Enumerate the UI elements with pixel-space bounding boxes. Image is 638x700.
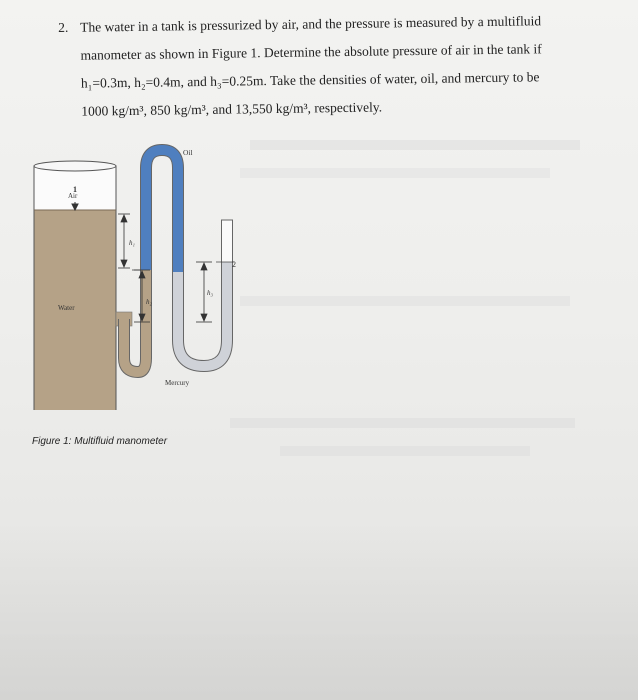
water-fill xyxy=(35,210,116,410)
figure-caption: Figure 1: Multifluid manometer xyxy=(32,436,168,447)
show-through-line xyxy=(240,296,570,306)
point-2-label: 2 xyxy=(232,260,236,269)
h2-label: h₂ xyxy=(146,298,152,306)
problem-line-4: 1000 kg/m³, 850 kg/m³, and 13,550 kg/m³, respectively. xyxy=(81,99,383,119)
show-through-line xyxy=(280,446,530,456)
problem-line-2: manometer as shown in Figure 1. Determine the absolute pressure of air in the tank if xyxy=(80,41,542,63)
water-label: Water xyxy=(58,304,75,312)
show-through-line xyxy=(230,418,575,428)
oil-label: Oil xyxy=(183,148,193,157)
air-label: Air xyxy=(68,192,78,200)
problem-line-3: h₁=0.3m, h₂=0.4m, and h₃=0.25m. Take the densities of water, oil, and mercury to be xyxy=(80,69,540,91)
mercury-label: Mercury xyxy=(165,379,190,387)
oil-column xyxy=(146,150,178,272)
h1-label: h₁ xyxy=(129,239,135,247)
h3-label: h₃ xyxy=(207,289,213,297)
problem-statement xyxy=(58,6,628,119)
manometer-figure xyxy=(20,140,250,410)
show-through-line xyxy=(250,140,580,150)
water-column-in-tube xyxy=(124,270,146,372)
problem-number: 2. xyxy=(58,19,69,35)
point-1-label: 1 xyxy=(73,185,77,194)
show-through-line xyxy=(240,168,550,178)
problem-line-1: The water in a tank is pressurized by air, and the pressure is measured by a multifluid xyxy=(80,13,542,35)
